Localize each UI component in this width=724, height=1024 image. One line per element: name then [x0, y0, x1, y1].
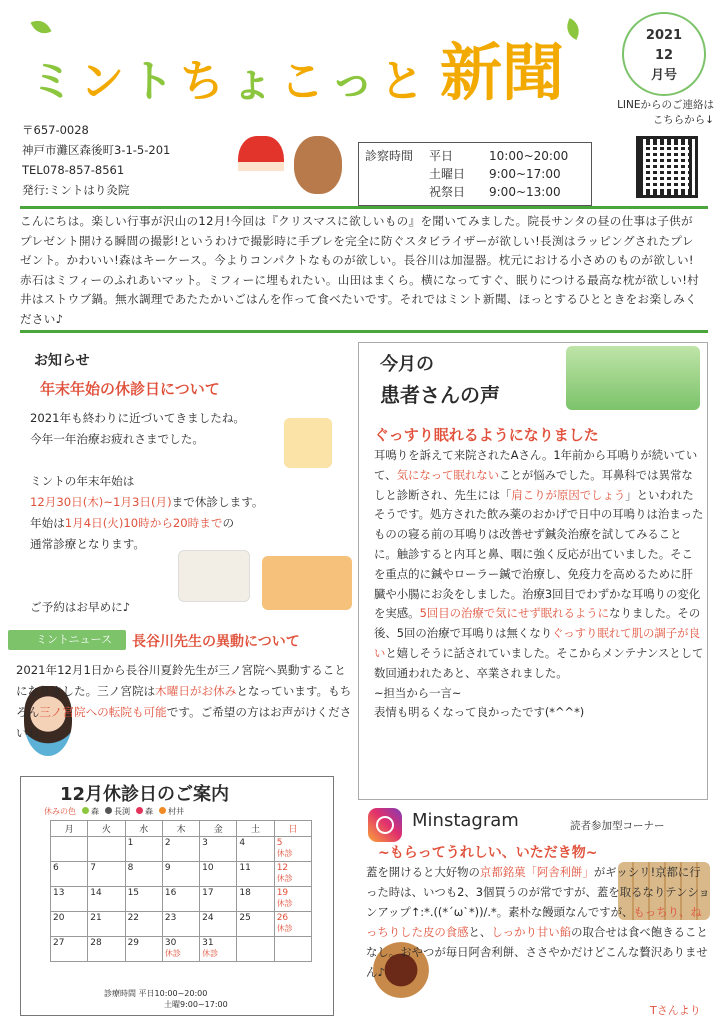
issue-badge [622, 12, 706, 96]
notice-line: ご予約はお早めに♪ [30, 600, 131, 614]
title-char: っ [330, 56, 374, 107]
calendar-day-cell [125, 862, 162, 887]
calendar-day-cell [51, 912, 88, 937]
issue-year: 2021 [645, 28, 683, 43]
title-char: ン [80, 56, 124, 107]
calendar-day-number: 12 [276, 863, 289, 873]
calendar-week-row [51, 912, 312, 937]
title-char: こ [280, 56, 324, 107]
calendar-day-cell [125, 937, 162, 962]
calendar-day-cell [51, 862, 88, 887]
notice-line: 今年一年治療お疲れさまでした。 [30, 432, 204, 446]
calendar-hours [104, 988, 228, 1010]
notice-subheading: 年末年始の休診日について [40, 380, 220, 398]
calendar-day-number: 3 [202, 838, 208, 848]
address-block [22, 120, 170, 200]
cow-illustration [178, 550, 250, 602]
legend-item [136, 806, 153, 817]
santa-illustration [238, 136, 284, 194]
legend-item [159, 806, 184, 817]
notice-heading: お知らせ [34, 353, 90, 369]
calendar-day-number: 13 [53, 888, 65, 898]
publisher: 発行:ミントはり灸院 [22, 183, 130, 197]
phone-number: TEL078-857-8561 [22, 163, 125, 177]
calendar-day-number: 29 [127, 938, 140, 948]
legend-dot-icon [159, 807, 166, 814]
holiday-range: 12月30日(木)~1月3日(月) [30, 495, 172, 509]
calendar-day-number: 5 [276, 838, 283, 848]
calendar-day-number: 18 [239, 888, 251, 898]
news-heading: 長谷川先生の異動について [132, 634, 300, 650]
calendar-closed-note: 休診 [164, 949, 181, 958]
calendar-week-row [51, 937, 312, 962]
hours-row [365, 147, 585, 165]
leaf-decoration-icon [563, 18, 582, 40]
notice-line: 2021年も終わりに近づいてきましたね。 [30, 411, 246, 425]
news-body [16, 660, 352, 744]
newsletter-title [30, 14, 565, 109]
line-note-line2: こちらから↓ [652, 114, 714, 126]
legend-item [105, 806, 130, 817]
notice-text: の [222, 516, 235, 530]
minstagram-note: 読者参加型コーナー [570, 820, 665, 832]
reopen-date: 1月4日(火)10時から20時まで [64, 516, 223, 530]
hours-day: 平日 [429, 149, 454, 163]
calendar-hours-line: 診療時間 平日10:00~20:00 [104, 989, 208, 998]
news-highlight: 三ノ宮院への転院も可能 [39, 705, 167, 719]
minstagram-highlight: しっかり甘い餡 [491, 925, 572, 939]
staff-comment-label: ~担当から一言~ [374, 685, 462, 700]
calendar-day-cell [125, 837, 162, 862]
voice-title-line1: 今月の [380, 354, 434, 375]
clinic-hours-box [358, 142, 592, 206]
news-tag: ミントニュース [8, 630, 126, 650]
title-char: ト [130, 56, 174, 107]
notice-line [30, 513, 350, 534]
title-char: ょ [230, 56, 274, 107]
calendar-day-number: 9 [164, 863, 171, 873]
calendar-day-number: 20 [53, 913, 65, 923]
calendar-day-cell [237, 912, 274, 937]
divider [20, 206, 708, 209]
voice-text: なりました。その後、5回の治療で耳鳴りは無くなり [374, 606, 701, 641]
calendar-day-number: 24 [202, 913, 214, 923]
calendar-day-cell [88, 862, 125, 887]
voice-title-line2: 患者さんの声 [380, 383, 500, 407]
calendar-day-cell [237, 837, 274, 862]
family-illustration [566, 346, 700, 410]
calendar-day-number: 4 [239, 838, 246, 848]
calendar-day-number: 6 [53, 863, 59, 873]
calendar-day-cell [274, 837, 311, 862]
calendar-day-cell [237, 862, 274, 887]
issue-month: 12 [654, 48, 674, 63]
calendar-day-cell [162, 887, 199, 912]
calendar-week-row [51, 837, 312, 862]
patient-voice-body [374, 446, 704, 723]
notice-line: 通常診療となります。 [30, 537, 146, 551]
notice-text: 年始は [30, 516, 65, 530]
calendar-day-cell [125, 912, 162, 937]
legend-dot-icon [105, 807, 112, 814]
calendar-closed-note: 休診 [276, 924, 293, 933]
calendar-day-cell [200, 837, 237, 862]
new-year-decoration-illustration [284, 418, 332, 468]
minstagram-signature: Tさんより [650, 1004, 701, 1017]
calendar-day-number: 19 [276, 888, 289, 898]
hours-row [365, 165, 585, 183]
calendar-header-cell: 日 [274, 821, 311, 837]
news-text: 2021年12月1日から長谷川夏鈴先生が三ノ宮院へ異動することになりました。三ノ宮院は [16, 663, 346, 698]
tiger-illustration [262, 556, 352, 610]
staff-comment: 表情も明るくなって良かったです(*^^*) [374, 705, 585, 720]
calendar-day-cell [88, 887, 125, 912]
calendar-day-cell [51, 937, 88, 962]
hours-day: 祝祭日 [429, 185, 466, 199]
intro-text: こんにちは。楽しい行事が沢山の12月!今回は『クリスマスに欲しいもの』を聞いてみました。院長サンタの昼の仕事は子供がプレゼント開ける瞬間の撮影!というわけで撮影時に手ブレを完全に防ぐスタビライザーが欲しい!長渕はラッピングされたプレゼント。かわいい!森はキーケース。今よりコンパクトなものが欲しい。長谷川は加湿器。枕元における小さめのものが欲しい!赤石はミフィーのふれあいマット。ミフィーに埋もれたい。山田はまくら。横になってすぐ、眠りにつける最高な枕が欲しい!村井はストウブ鍋。無水調理であたたかいごはんを作って食べたいです。それではミント新聞、ほっとするひとときをお楽しみください♪ [20, 214, 700, 326]
zip-code: 〒657-0028 [22, 123, 89, 137]
calendar-closed-note: 休診 [276, 899, 293, 908]
minstagram-highlight: もっちり、ねっちりした皮の食感 [366, 905, 702, 939]
calendar-day-cell [274, 887, 311, 912]
calendar-day-cell [51, 837, 88, 862]
hours-time: 9:00~17:00 [489, 167, 561, 181]
calendar-day-cell [88, 937, 125, 962]
calendar-table [50, 820, 312, 962]
calendar-day-number: 22 [127, 913, 140, 923]
calendar-closed-note: 休診 [276, 849, 293, 858]
calendar-header-cell: 水 [125, 821, 162, 837]
notice-line: ミントの年末年始は [30, 474, 135, 488]
title-char: ち [180, 56, 224, 107]
patient-voice-subheading: ぐっすり眠れるようになりました [374, 426, 599, 444]
title-big-text: 新聞 [440, 36, 565, 109]
legend-name: 長渕 [114, 807, 130, 816]
calendar-day-number: 14 [90, 888, 102, 898]
calendar-day-cell [200, 912, 237, 937]
voice-highlight: 気になって眠れない [396, 467, 500, 482]
voice-text: と嬉しそうに話されていました。そこからメンテナンスとして数回通われたあと、卒業されました。 [374, 645, 704, 680]
calendar-day-cell [274, 862, 311, 887]
calendar-day-number: 31 [202, 938, 214, 948]
hours-time: 9:00~13:00 [489, 185, 561, 199]
minstagram-text: 蓋を開けると大好物の [366, 865, 480, 879]
calendar-day-cell [200, 937, 237, 962]
calendar-title: 12月休診日のご案内 [60, 784, 230, 805]
calendar-day-cell [274, 912, 311, 937]
street-address: 神戸市灘区森後町3-1-5-201 [22, 143, 171, 157]
calendar-day-number: 21 [90, 913, 102, 923]
line-qr-code[interactable] [636, 136, 698, 198]
calendar-day-number: 25 [239, 913, 251, 923]
notice-text: まで休診します。 [171, 495, 264, 509]
legend-item [82, 806, 99, 817]
calendar-day-number: 27 [53, 938, 65, 948]
news-text: です。ご希望の方はお声がけくださいね。 [16, 705, 352, 740]
title-char: ミ [30, 56, 74, 107]
news-text-block [16, 660, 352, 744]
calendar-day-number: 30 [164, 938, 177, 948]
calendar-day-number: 7 [90, 863, 97, 873]
patient-voice-title [380, 350, 500, 410]
hours-day: 土曜日 [429, 167, 466, 181]
calendar-header-cell: 月 [51, 821, 88, 837]
calendar-day-cell [200, 887, 237, 912]
calendar-day-number: 11 [239, 863, 251, 873]
hours-label: 診察時間 [365, 149, 414, 163]
calendar-day-cell [162, 862, 199, 887]
voice-highlight: ぐっすり眠れて肌の調子が良い [374, 626, 700, 660]
calendar-day-number: 16 [164, 888, 177, 898]
calendar-week-row [51, 862, 312, 887]
title-char: と [380, 56, 424, 107]
news-text: となっています。もちろん [16, 684, 352, 719]
voice-highlight: 5回目の治療で気にせず眠れるように [419, 606, 610, 621]
calendar-day-number: 23 [164, 913, 177, 923]
calendar-hours-line: 土曜9:00~17:00 [164, 1000, 228, 1009]
calendar-day-cell [125, 887, 162, 912]
calendar-day-cell [51, 887, 88, 912]
minstagram-text: がギッシリ!京都に行った時は、いつも2、3個買うのが常ですが、蓋を取るなりテンションアップ↑:*.((*´ω`*))/.*。素朴な饅頭なんですが、 [366, 865, 710, 919]
calendar-header-cell: 木 [162, 821, 199, 837]
calendar-day-cell [162, 912, 199, 937]
legend-name: 森 [91, 807, 99, 816]
calendar-day-cell [88, 912, 125, 937]
minstagram-subheading: ~もらってうれしい、いただき物~ [378, 845, 598, 861]
voice-text: 耳鳴りを訴えて来院されたAさん。1年前から耳鳴りが続いていて、 [374, 448, 698, 482]
notice-line [30, 492, 350, 513]
legend-label: 休みの色 [44, 807, 76, 816]
calendar-day-cell [237, 887, 274, 912]
calendar-day-number: 17 [202, 888, 214, 898]
hours-time: 10:00~20:00 [489, 149, 569, 163]
minstagram-text: と、 [468, 925, 492, 939]
calendar-day-cell [88, 837, 125, 862]
line-contact-note [596, 98, 714, 128]
line-note-line1: LINEからのご連絡は [617, 99, 714, 111]
instagram-icon [368, 808, 402, 842]
minstagram-title: Minstagram [412, 810, 519, 831]
calendar-day-cell [237, 937, 274, 962]
calendar-week-row [51, 887, 312, 912]
calendar-day-number: 2 [164, 838, 171, 848]
divider [20, 330, 708, 333]
legend-dot-icon [136, 807, 143, 814]
news-highlight: 木曜日がお休み [155, 684, 237, 698]
calendar-day-cell [200, 862, 237, 887]
minstagram-body [366, 862, 710, 982]
calendar-day-number: 28 [90, 938, 102, 948]
reindeer-illustration [294, 136, 342, 194]
calendar-day-cell [162, 837, 199, 862]
hours-row [365, 183, 585, 201]
voice-text: 」といわれたそうです。処方された飲み薬のおかげで日中の耳鳴りは治まったものの寝る前の耳鳴りは改善せず鍼灸治療を試してみることに。触診すると内耳と鼻、咽に強く反応が出ていました。そこを重点的に鍼やローラー鍼で治療し、免疫力を高めるために肝臓や小腸にお灸をしました。治療3回目でわずかな耳鳴りの変化を実感。 [374, 487, 704, 621]
calendar-header-cell: 火 [88, 821, 125, 837]
issue-label: 月号 [650, 68, 677, 83]
calendar-day-number: 1 [127, 838, 134, 848]
minstagram-highlight: 京都銘菓「阿舎利餅」 [479, 865, 594, 879]
legend-name: 村井 [168, 807, 184, 816]
calendar-header-cell: 土 [237, 821, 274, 837]
calendar-day-number: 15 [127, 888, 140, 898]
calendar-day-number: 26 [276, 913, 289, 923]
voice-text: ことが悩みでした。耳鼻科では異常なしと診断され、先生には「 [374, 467, 693, 502]
calendar-day-cell [274, 937, 311, 962]
calendar-closed-note: 休診 [276, 874, 293, 883]
minstagram-text: の取合せは食べ飽きることなし。おやつが毎日阿舎利餅、ささやかだけどこんな贅沢ありません♪ [366, 925, 708, 979]
calendar-day-cell [162, 937, 199, 962]
calendar-day-number: 8 [127, 863, 134, 873]
calendar-legend [44, 806, 184, 817]
voice-highlight: 肩こりが原因でしょう [511, 487, 626, 502]
calendar-closed-note: 休診 [202, 949, 219, 958]
legend-name: 森 [145, 807, 153, 816]
legend-dot-icon [82, 807, 89, 814]
calendar-day-number: 10 [202, 863, 214, 873]
calendar-header-cell: 金 [200, 821, 237, 837]
